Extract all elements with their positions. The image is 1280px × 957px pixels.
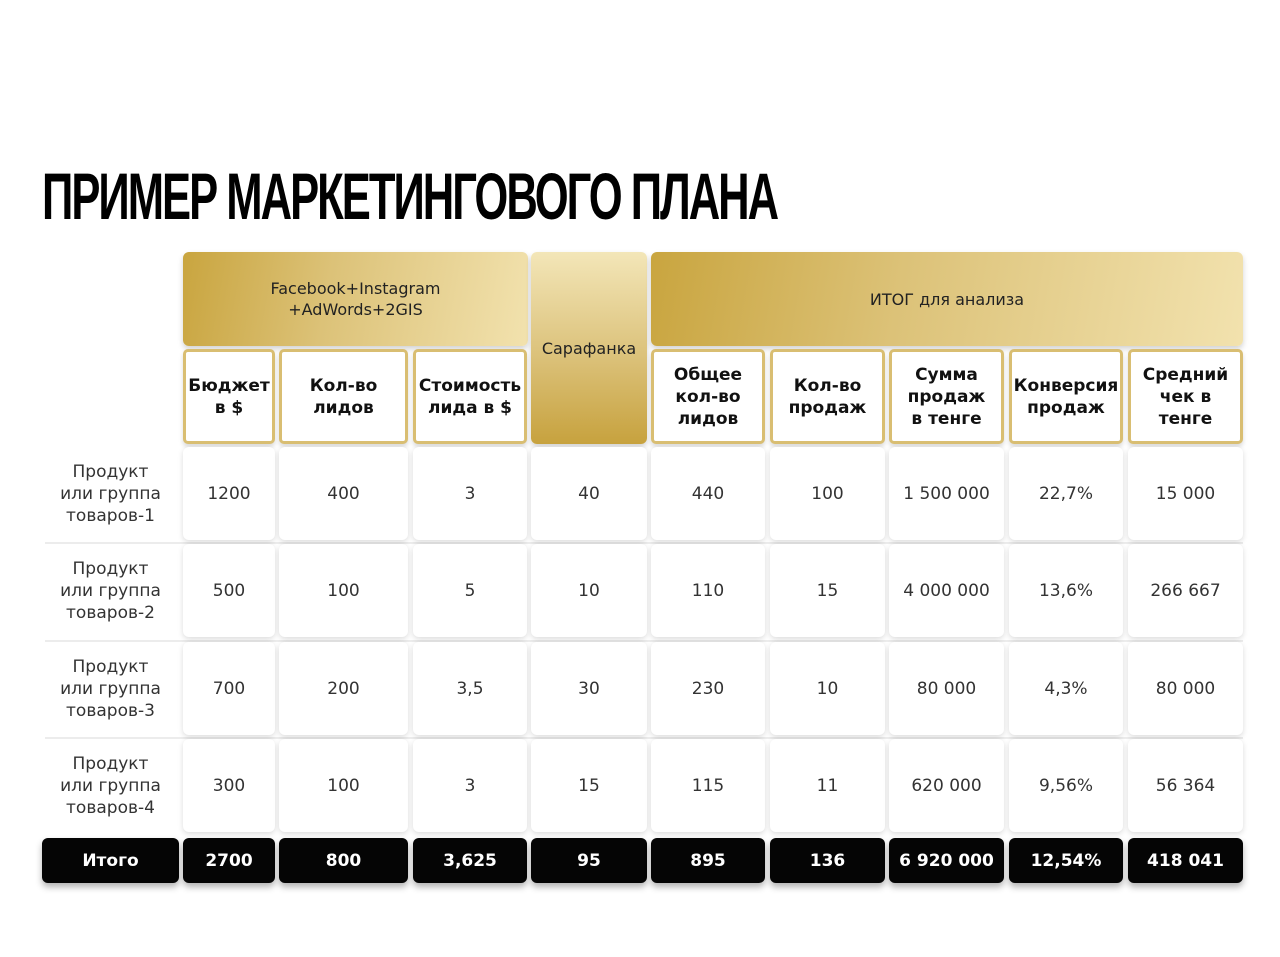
total-cell: 3,625 (413, 838, 527, 883)
table-cell: 10 (770, 642, 885, 735)
table-cell: 266 667 (1128, 544, 1243, 637)
total-cell: 136 (770, 838, 885, 883)
column-header: Средний чек в тенге (1128, 349, 1243, 444)
column-header: Кол-во лидов (279, 349, 408, 444)
column-header: Общее кол-во лидов (651, 349, 765, 444)
table-cell: 15 (531, 739, 647, 832)
table-cell: 40 (531, 447, 647, 540)
column-header: Конверсия продаж (1009, 349, 1123, 444)
row-label: Продукт или группа товаров-1 (60, 461, 161, 526)
table-cell: 56 364 (1128, 739, 1243, 832)
table-cell: 300 (183, 739, 275, 832)
total-cell: 895 (651, 838, 765, 883)
table-cell: 10 (531, 544, 647, 637)
table-cell: 620 000 (889, 739, 1004, 832)
total-cell: 6 920 000 (889, 838, 1004, 883)
table-cell: 115 (651, 739, 765, 832)
table-cell: 13,6% (1009, 544, 1123, 637)
group-header-word-of-mouth: Сарафанка (531, 252, 647, 444)
table-cell: 1 500 000 (889, 447, 1004, 540)
column-header: Кол-во продаж (770, 349, 885, 444)
table-cell: 100 (279, 739, 408, 832)
table-cell: 500 (183, 544, 275, 637)
table-cell: 80 000 (1128, 642, 1243, 735)
table-cell: 1200 (183, 447, 275, 540)
page-title: ПРИМЕР МАРКЕТИНГОВОГО ПЛАНА (42, 159, 778, 233)
row-label: Продукт или группа товаров-4 (60, 753, 161, 818)
total-cell: 12,54% (1009, 838, 1123, 883)
table-cell: 4,3% (1009, 642, 1123, 735)
table-cell: 9,56% (1009, 739, 1123, 832)
group-header-result: ИТОГ для анализа (651, 252, 1243, 346)
total-cell: 95 (531, 838, 647, 883)
table-cell: 100 (279, 544, 408, 637)
total-cell: 418 041 (1128, 838, 1243, 883)
table-cell: 3 (413, 739, 527, 832)
row-label: Продукт или группа товаров-2 (60, 558, 161, 623)
table-cell: 30 (531, 642, 647, 735)
table-cell: 11 (770, 739, 885, 832)
table-cell: 15 000 (1128, 447, 1243, 540)
table-cell: 200 (279, 642, 408, 735)
total-label: Итого (42, 838, 179, 883)
table-cell: 700 (183, 642, 275, 735)
group-header-ads: Facebook+Instagram +AdWords+2GIS (183, 252, 528, 346)
table-cell: 440 (651, 447, 765, 540)
table-cell: 15 (770, 544, 885, 637)
table-cell: 100 (770, 447, 885, 540)
table-cell: 230 (651, 642, 765, 735)
table-cell: 3,5 (413, 642, 527, 735)
column-header: Стоимость лида в $ (413, 349, 527, 444)
table-cell: 22,7% (1009, 447, 1123, 540)
table-cell: 110 (651, 544, 765, 637)
table-cell: 4 000 000 (889, 544, 1004, 637)
total-cell: 800 (279, 838, 408, 883)
table-cell: 400 (279, 447, 408, 540)
table-cell: 80 000 (889, 642, 1004, 735)
column-header: Бюджет в $ (183, 349, 275, 444)
column-header: Сумма продаж в тенге (889, 349, 1004, 444)
total-cell: 2700 (183, 838, 275, 883)
table-cell: 3 (413, 447, 527, 540)
row-label: Продукт или группа товаров-3 (60, 656, 161, 721)
table-cell: 5 (413, 544, 527, 637)
